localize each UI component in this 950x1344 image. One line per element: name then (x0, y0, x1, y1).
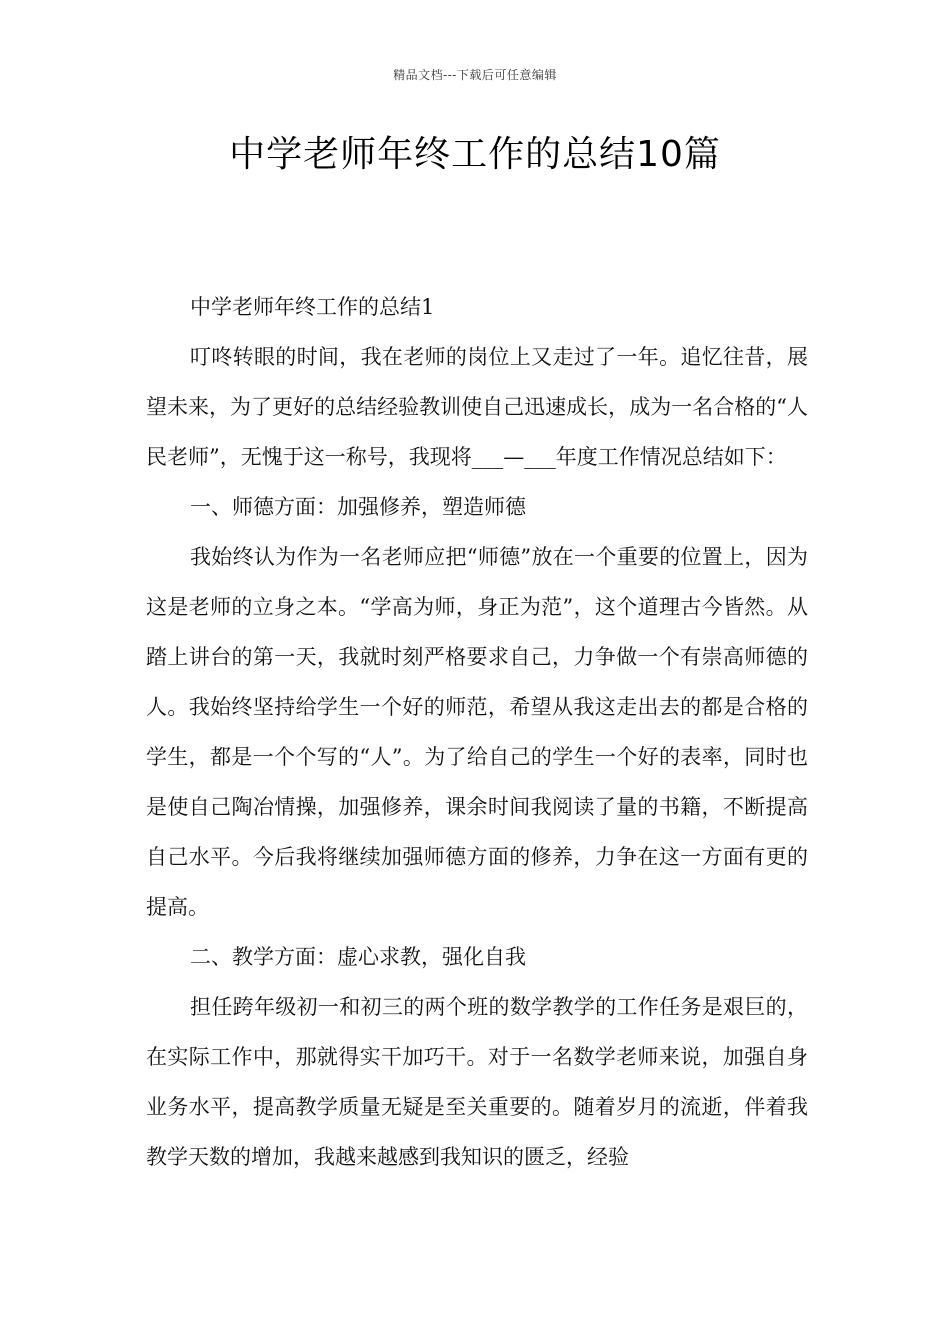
header-note: 精品文档---下载后可任意编辑 (393, 68, 557, 82)
paragraph-intro: 叮咚转眼的时间，我在老师的岗位上又走过了一年。追忆往昔，展望未来，为了更好的总结经验教训使自己迅速成长，成为一名合格的“人民老师”，无愧于这一称号，我现将___—___年度工作情况总结如下： (146, 345, 808, 469)
document-title: 中学老师年终工作的总结10篇 (229, 134, 721, 175)
paragraph-teaching: 担任跨年级初一和初三的两个班的数学教学的工作任务是艰巨的，在实际工作中，那就得实干加巧干。对于一名数学老师来说，加强自身业务水平，提高教学质量无疑是至关重要的。随着岁月的流逝，伴着我教学天数的增加，我越来越感到我知识的匮乏，经验 (146, 995, 808, 1169)
section-heading-teaching: 二、教学方面：虚心求教，强化自我 (190, 945, 526, 969)
section-heading-ethics: 一、师德方面：加强修养，塑造师德 (190, 495, 526, 519)
paragraph-ethics: 我始终认为作为一名老师应把“师德”放在一个重要的位置上，因为这是老师的立身之本。“学高为师，身正为范”，这个道理古今皆然。从踏上讲台的第一天，我就时刻严格要求自己，力争做一个有崇高师德的人。我始终坚持给学生一个好的师范，希望从我这走出去的都是合格的学生，都是一个个写的“人”。为了给自己的学生一个好的表率，同时也是使自己陶冶情操，加强修养，课余时间我阅读了量的书籍，不断提高自己水平。今后我将继续加强师德方面的修养，力争在这一方面有更的提高。 (146, 545, 808, 919)
section-heading-1: 中学老师年终工作的总结1 (190, 295, 435, 319)
document-body (146, 282, 808, 1182)
